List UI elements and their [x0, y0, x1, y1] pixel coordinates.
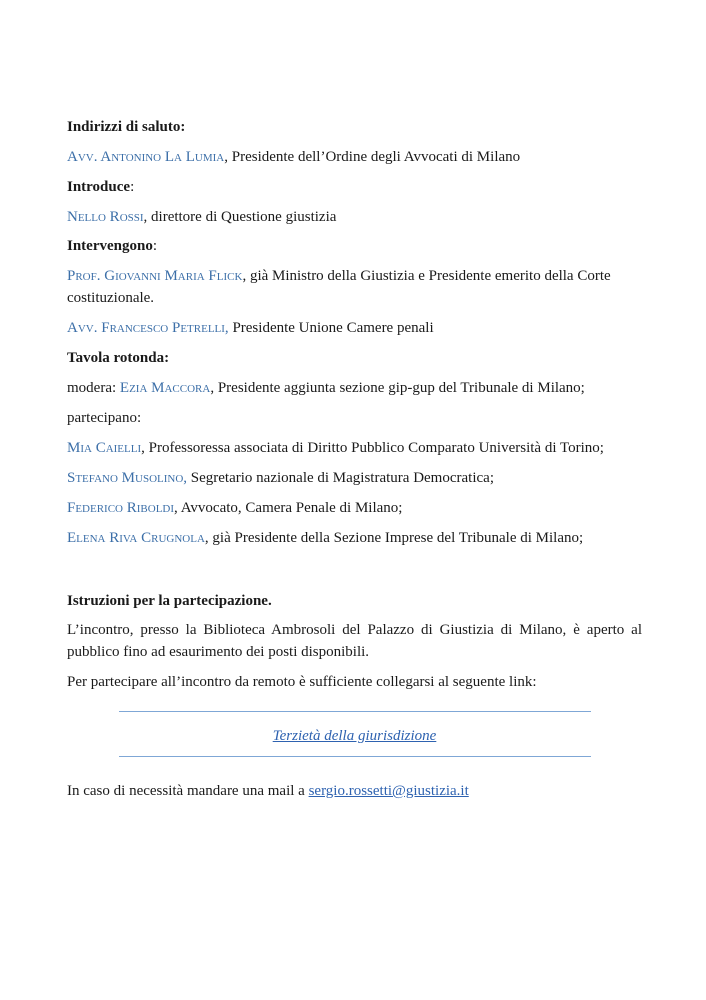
speaker-name: Avv. Francesco Petrelli,	[67, 320, 229, 336]
participant-line	[67, 527, 583, 549]
istruzioni-remote-paragraph: Per partecipare all’incontro da remoto è sufficiente collegarsi al seguente link:	[67, 674, 537, 690]
link-row	[67, 725, 642, 747]
participant-line	[67, 437, 604, 459]
contact-email-link[interactable]: sergio.rossetti@giustizia.it	[308, 783, 469, 799]
contact-text: In caso di necessità mandare una mail a	[67, 783, 309, 799]
contact-line	[67, 780, 469, 802]
speaker-line	[67, 265, 642, 309]
speaker-line	[67, 317, 434, 339]
tavola-heading: Tavola rotonda:	[67, 350, 170, 366]
speaker-name: Stefano Musolino,	[67, 470, 188, 486]
introduce-colon: :	[130, 179, 135, 195]
istruzioni-paragraph: L’incontro, presso la Biblioteca Ambrosoli del Palazzo di Giustizia di Milano, è aperto al pubblico fino ad esaurimento dei posti disponibili.	[67, 622, 642, 660]
introduce-heading: Introduce	[67, 179, 131, 195]
saluti-heading: Indirizzi di saluto:	[67, 119, 186, 135]
participant-line	[67, 497, 402, 519]
speaker-name: Avv. Antonino La Lumia	[67, 149, 225, 165]
modera-label: modera:	[67, 380, 120, 396]
meeting-link[interactable]: Terzietà della giurisdizione	[272, 728, 437, 744]
speaker-name: Mia Caielli	[67, 440, 142, 456]
introduce-heading-line	[67, 176, 134, 198]
speaker-role: , direttore di Questione giustizia	[143, 209, 337, 225]
speaker-name: Ezia Maccora	[119, 380, 211, 396]
divider-bottom	[119, 756, 591, 757]
speaker-role: , già Presidente della Sezione Imprese del Tribunale di Milano;	[204, 530, 584, 546]
intervengono-colon: :	[152, 238, 158, 254]
speaker-role: , Professoressa associata di Diritto Pubblico Comparato Università di Torino;	[141, 440, 604, 456]
istruzioni-heading: Istruzioni per la partecipazione.	[67, 593, 272, 609]
partecipano-label: partecipano:	[67, 410, 142, 426]
speaker-name: Federico Riboldi	[67, 500, 175, 516]
intervengono-heading-line	[67, 235, 157, 257]
intervengono-heading: Intervengono	[67, 238, 153, 254]
speaker-role: , Presidente aggiunta sezione gip-gup del Tribunale di Milano;	[210, 380, 585, 396]
saluti-line	[67, 146, 520, 168]
speaker-name: Prof. Giovanni Maria Flick	[67, 268, 243, 284]
speaker-role: , già Ministro della Giustizia e Presidente emerito della Corte costituzionale.	[67, 268, 611, 306]
speaker-role: , Avvocato, Camera Penale di Milano;	[174, 500, 403, 516]
participant-line	[67, 467, 494, 489]
speaker-role: Presidente Unione Camere penali	[228, 320, 434, 336]
speaker-name: Elena Riva Crugnola	[67, 530, 205, 546]
speaker-role: Segretario nazionale di Magistratura Democratica;	[187, 470, 494, 486]
divider-top	[119, 711, 591, 712]
speaker-role: , Presidente dell’Ordine degli Avvocati di Milano	[224, 149, 521, 165]
speaker-name: Nello Rossi	[67, 209, 144, 225]
modera-line	[67, 377, 585, 399]
introduce-line	[67, 206, 336, 228]
